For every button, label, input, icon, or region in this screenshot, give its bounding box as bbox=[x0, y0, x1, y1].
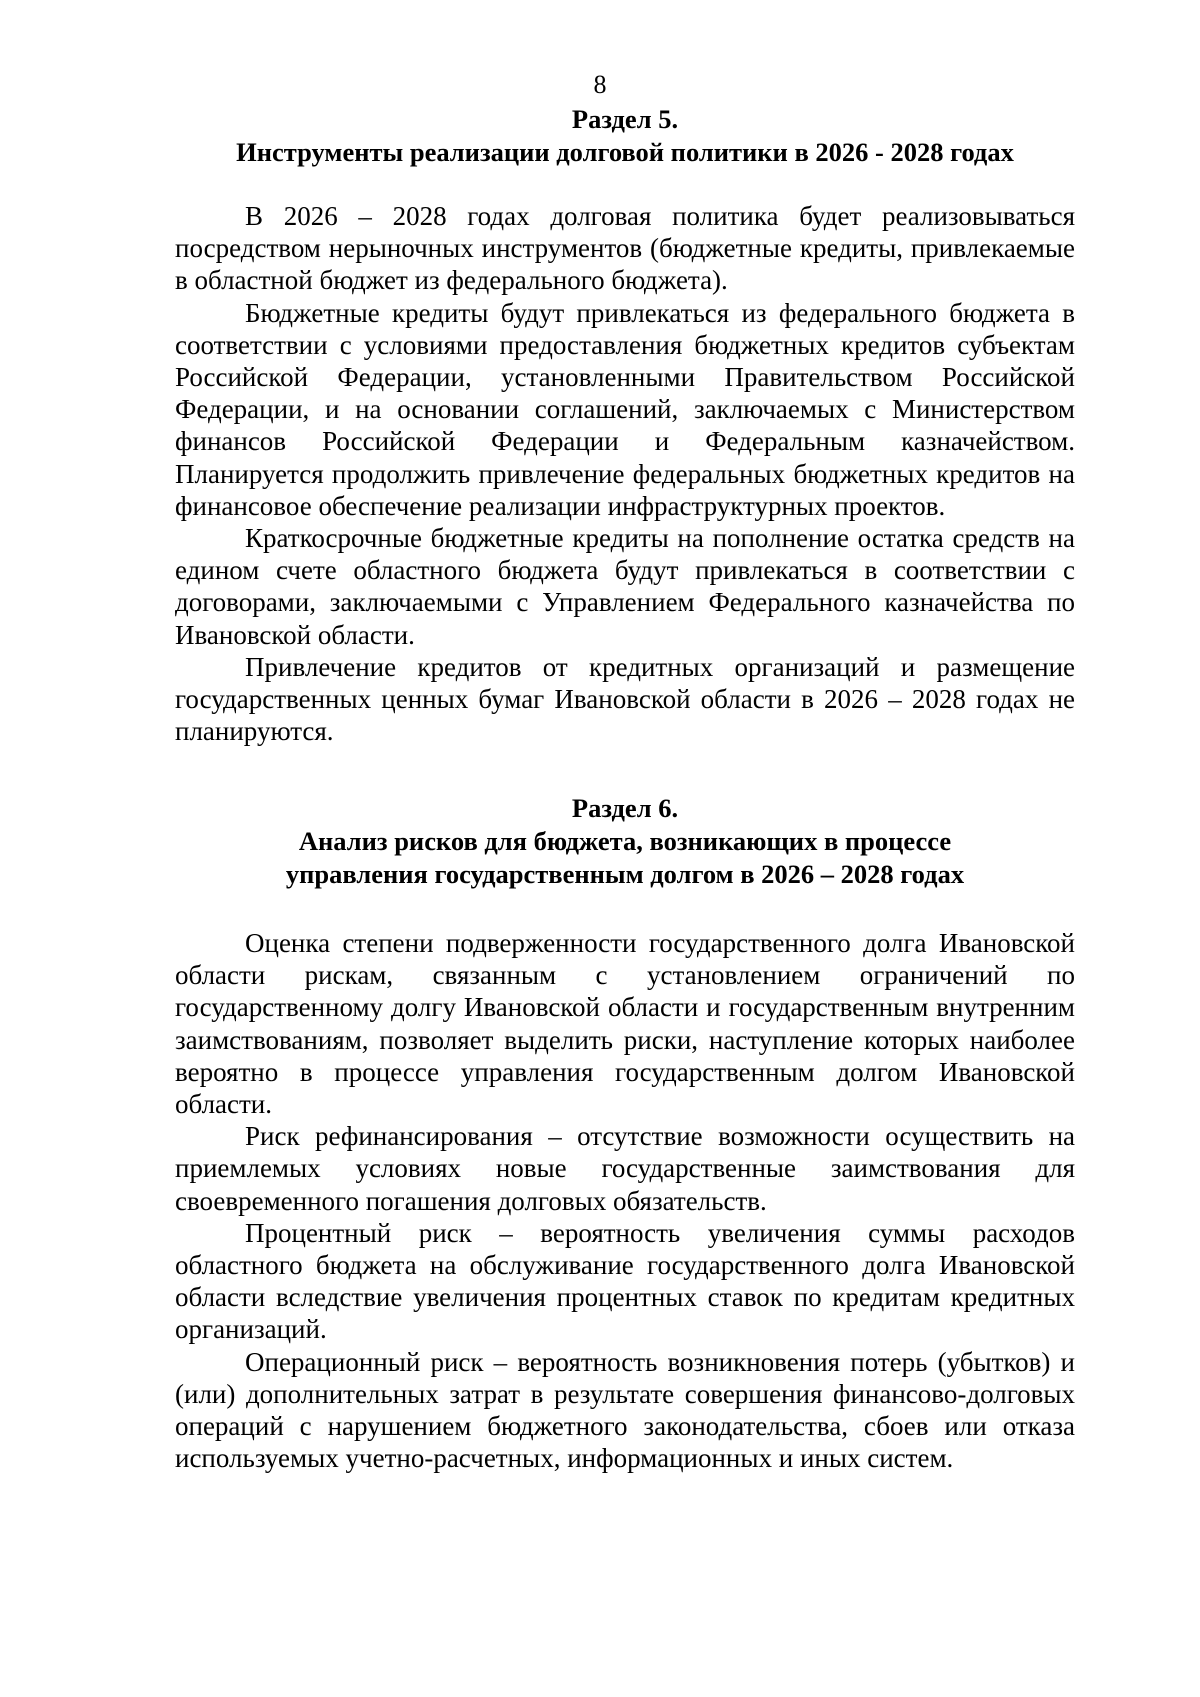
section-6-title-line-2: управления государственным долгом в 2026 – 2028 годах bbox=[285, 859, 965, 889]
section-6-paragraph-3: Процентный риск – вероятность увеличения суммы расходов областного бюджета на обслуживание государственного долга Ивановской области вследствие увеличения процентных ставок по кредитам кредитных организаций. bbox=[175, 1217, 1075, 1345]
section-6-paragraph-4: Операционный риск – вероятность возникновения потерь (убытков) и (или) дополнительных затрат в результате совершения финансово-долговых операций с нарушением бюджетного законодательства, сбоев или отказа используемых учетно-расчетных, информационных и иных систем. bbox=[175, 1346, 1075, 1474]
section-5-heading bbox=[175, 103, 1075, 169]
section-5-label: Раздел 5. bbox=[571, 104, 679, 134]
section-6-label: Раздел 6. bbox=[571, 793, 679, 823]
section-6-paragraph-1: Оценка степени подверженности государственного долга Ивановской области рискам, связанным с установлением ограничений по государственному долгу Ивановской области и государственным внутренним заимствованиям, позволяет выделить риски, наступление которых наиболее вероятно в процессе управления государственным долгом Ивановской области. bbox=[175, 928, 1075, 1120]
page-number: 8 bbox=[593, 70, 607, 99]
section-5-paragraph-1: В 2026 – 2028 годах долговая политика будет реализовываться посредством нерыночных инструментов (бюджетные кредиты, привлекаемые в областной бюджет из федерального бюджета). bbox=[175, 201, 1075, 296]
section-6-title-line-1: Анализ рисков для бюджета, возникающих в процессе bbox=[298, 826, 952, 856]
section-6-paragraph-2: Риск рефинансирования – отсутствие возможности осуществить на приемлемых условиях новые государственные заимствования для своевременного погашения долговых обязательств. bbox=[175, 1121, 1075, 1216]
section-5-paragraph-4: Привлечение кредитов от кредитных организаций и размещение государственных ценных бумаг Ивановской области в 2026 – 2028 годах не планируются. bbox=[175, 651, 1075, 747]
section-5-paragraph-2: Бюджетные кредиты будут привлекаться из федерального бюджета в соответствии с условиями предоставления бюджетных кредитов субъектам Российской Федерации, установленными Правительством Российской Федерации, и на основании соглашений, заключаемых с Министерством финансов Российской Федерации и Федеральным казначейством. Планируется продолжить привлечение федеральных бюджетных кредитов на финансовое обеспечение реализации инфраструктурных проектов. bbox=[175, 297, 1075, 521]
section-6 bbox=[175, 792, 1075, 1474]
section-5 bbox=[175, 103, 1075, 747]
section-6-heading bbox=[175, 792, 1075, 891]
section-5-title: Инструменты реализации долговой политики в 2026 - 2028 годах bbox=[236, 137, 1014, 167]
section-5-paragraph-3: Краткосрочные бюджетные кредиты на пополнение остатка средств на едином счете областного бюджета будут привлекаться в соответствии с договорами, заключаемыми с Управлением Федерального казначейства по Ивановской области. bbox=[175, 523, 1075, 650]
